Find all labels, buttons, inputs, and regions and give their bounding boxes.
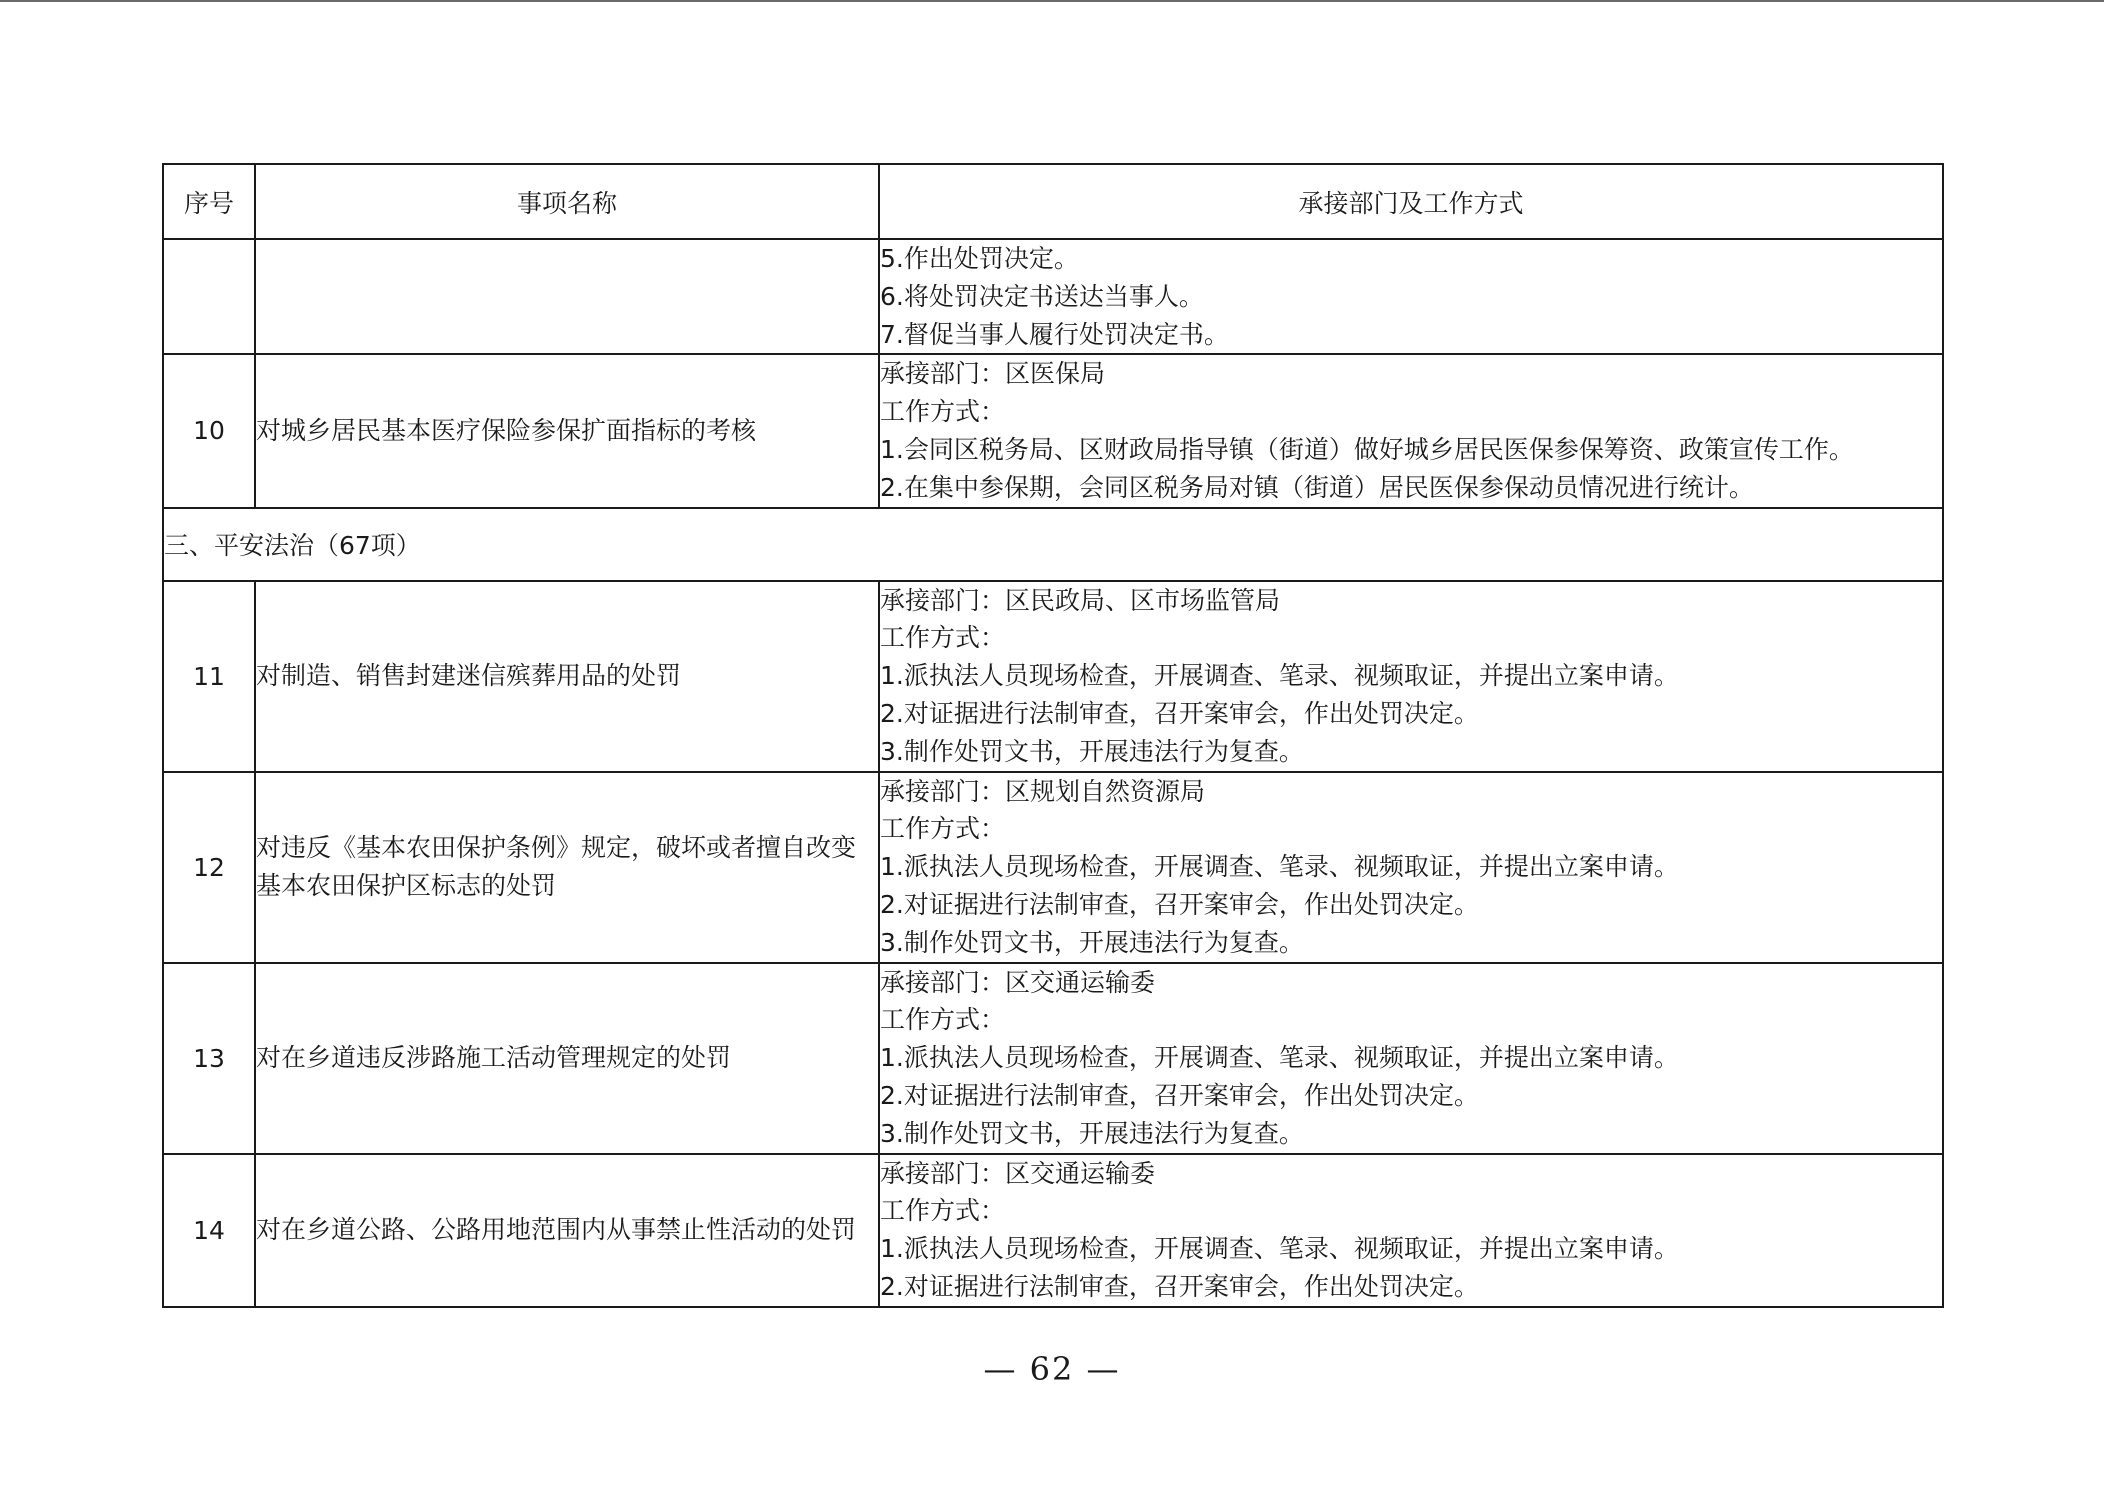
dept-line: 承接部门：区交通运输委	[880, 967, 1156, 997]
matter-name-cell: 对城乡居民基本医疗保险参保扩面指标的考核	[255, 354, 879, 507]
seq-cell: 11	[163, 581, 255, 772]
section-row	[163, 508, 1943, 581]
page-top-border	[0, 0, 2104, 2]
dept-method-cell	[879, 354, 1943, 507]
dept-line: 2.对证据进行法制审查，召开案审会，作出处罚决定。	[880, 1271, 1479, 1301]
dept-line: 1.派执法人员现场检查，开展调查、笔录、视频取证，并提出立案申请。	[880, 852, 1679, 882]
dept-line: 工作方式：	[880, 397, 1006, 427]
dept-line: 2.对证据进行法制审查，召开案审会，作出处罚决定。	[880, 1080, 1479, 1110]
matter-name-cell: 对制造、销售封建迷信殡葬用品的处罚	[255, 581, 879, 772]
header-seq: 序号	[163, 164, 255, 239]
dept-line: 1.派执法人员现场检查，开展调查、笔录、视频取证，并提出立案申请。	[880, 1234, 1679, 1264]
dept-method-cell	[879, 963, 1943, 1154]
table-row-13	[163, 963, 1943, 1154]
dept-line: 2.对证据进行法制审查，召开案审会，作出处罚决定。	[880, 698, 1479, 728]
dept-line: 3.制作处罚文书，开展违法行为复查。	[880, 736, 1304, 766]
section-title: 三、平安法治（67项）	[163, 508, 1943, 581]
continuation-seq-cell	[163, 239, 255, 354]
matter-name-cell: 对在乡道违反涉路施工活动管理规定的处罚	[255, 963, 879, 1154]
seq-cell: 10	[163, 354, 255, 507]
dept-line: 工作方式：	[880, 1005, 1006, 1035]
dept-line: 承接部门：区交通运输委	[880, 1158, 1156, 1188]
dept-line: 1.会同区税务局、区财政局指导镇（街道）做好城乡居民医保参保筹资、政策宣传工作。	[880, 434, 1854, 464]
dept-method-cell	[879, 772, 1943, 963]
seq-cell: 12	[163, 772, 255, 963]
seq-cell: 13	[163, 963, 255, 1154]
dept-line: 承接部门：区医保局	[880, 359, 1106, 389]
continuation-dept-cell	[879, 239, 1943, 354]
dept-line: 7.督促当事人履行处罚决定书。	[880, 319, 1229, 349]
dept-line: 2.对证据进行法制审查，召开案审会，作出处罚决定。	[880, 889, 1479, 919]
matter-name-cell: 对违反《基本农田保护条例》规定，破坏或者擅自改变基本农田保护区标志的处罚	[255, 772, 879, 963]
seq-cell: 14	[163, 1154, 255, 1307]
dept-line: 工作方式：	[880, 1196, 1006, 1226]
table-header-row	[163, 164, 1943, 239]
header-dept: 承接部门及工作方式	[879, 164, 1943, 239]
dept-line: 3.制作处罚文书，开展违法行为复查。	[880, 927, 1304, 957]
dept-line: 承接部门：区民政局、区市场监管局	[880, 585, 1281, 615]
continuation-name-cell	[255, 239, 879, 354]
dept-method-cell	[879, 581, 1943, 772]
dept-line: 工作方式：	[880, 814, 1006, 844]
table-row-12	[163, 772, 1943, 963]
table-row-14	[163, 1154, 1943, 1307]
dept-line: 6.将处罚决定书送达当事人。	[880, 281, 1204, 311]
dept-method-cell	[879, 1154, 1943, 1307]
table-row-10	[163, 354, 1943, 507]
dept-line: 承接部门：区规划自然资源局	[880, 776, 1206, 806]
table-row-11	[163, 581, 1943, 772]
matters-table	[162, 163, 1944, 1308]
table-row-continuation	[163, 239, 1943, 354]
dept-line: 2.在集中参保期，会同区税务局对镇（街道）居民医保参保动员情况进行统计。	[880, 472, 1754, 502]
matter-name-cell: 对在乡道公路、公路用地范围内从事禁止性活动的处罚	[255, 1154, 879, 1307]
page-number: — 62 —	[983, 1350, 1121, 1388]
dept-line: 1.派执法人员现场检查，开展调查、笔录、视频取证，并提出立案申请。	[880, 661, 1679, 691]
dept-line: 3.制作处罚文书，开展违法行为复查。	[880, 1118, 1304, 1148]
dept-line: 1.派执法人员现场检查，开展调查、笔录、视频取证，并提出立案申请。	[880, 1043, 1679, 1073]
dept-line: 工作方式：	[880, 623, 1006, 653]
dept-line: 5.作出处罚决定。	[880, 244, 1079, 273]
header-name: 事项名称	[255, 164, 879, 239]
